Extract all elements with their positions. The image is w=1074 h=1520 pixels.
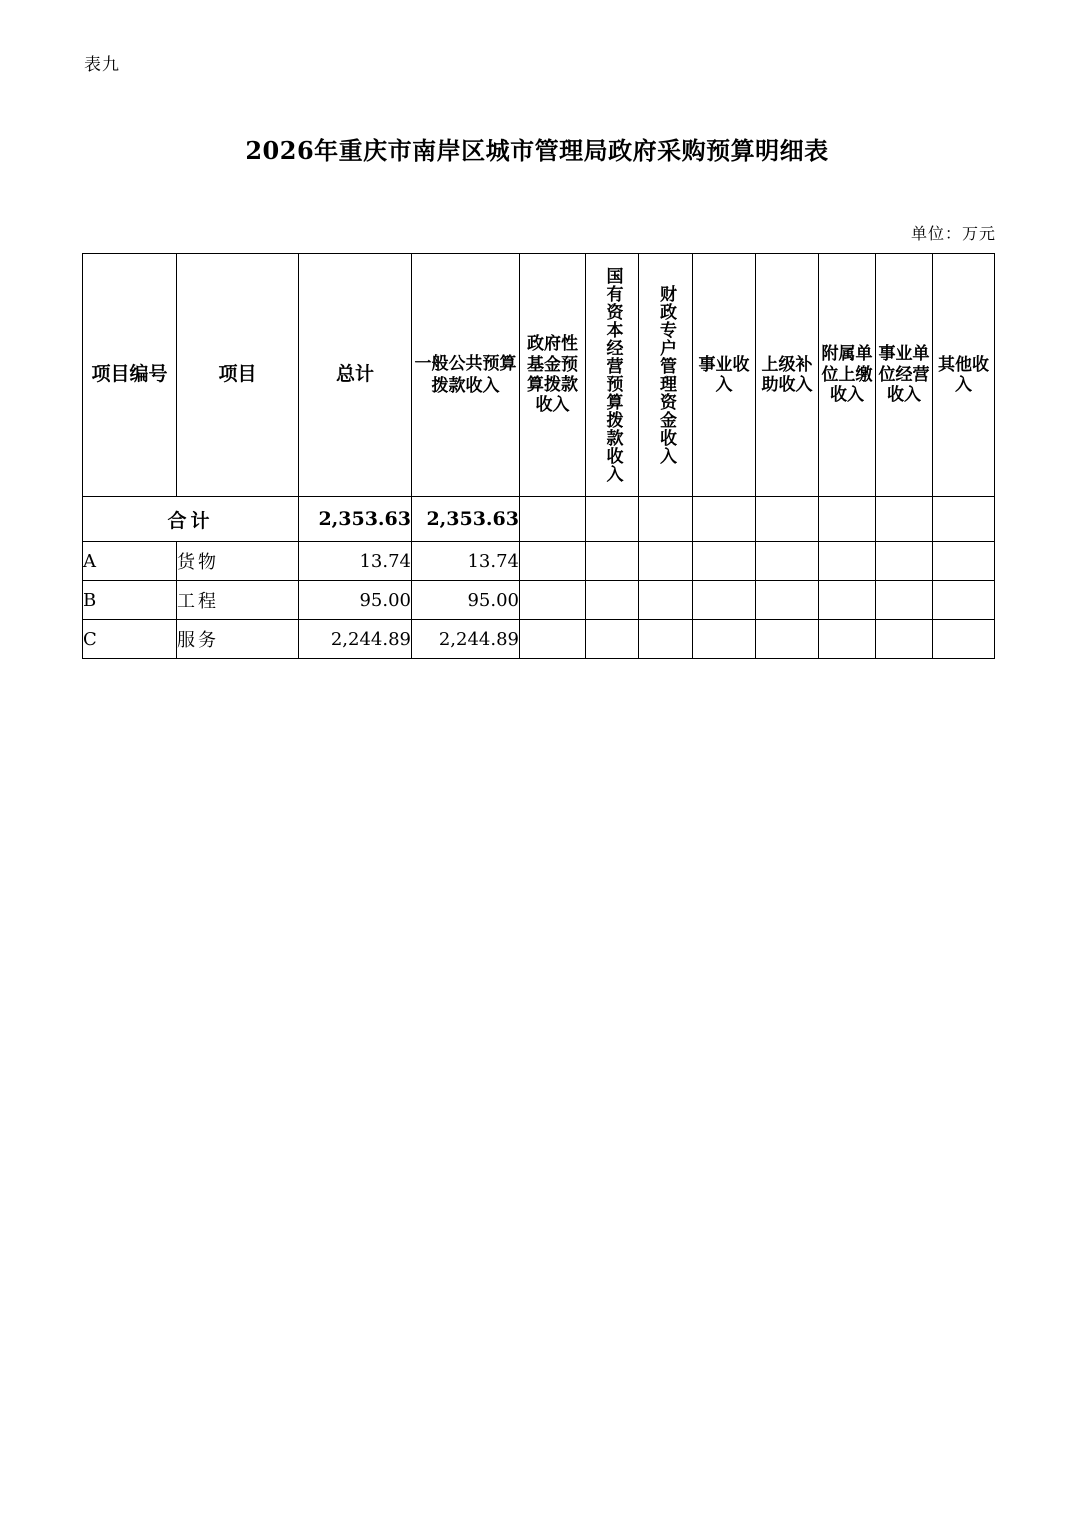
header-general-public-budget: 一般公共预算拨款收入 (412, 254, 520, 497)
row-superior-subsidy (756, 542, 819, 581)
header-gov-fund-budget: 政府性基金预算拨款收入 (520, 254, 586, 497)
total-undertaking-operating (876, 497, 933, 542)
total-total: 2,353.63 (299, 497, 412, 542)
row-fiscal-special-account (639, 620, 693, 659)
row-affiliated-unit-remit (819, 542, 876, 581)
table-header-row (83, 254, 995, 497)
total-affiliated-unit-remit (819, 497, 876, 542)
row-total: 13.74 (299, 542, 412, 581)
total-state-capital-operating (586, 497, 639, 542)
total-gov-fund-budget (520, 497, 586, 542)
table-row-total (83, 497, 995, 542)
page-title: 2026年重庆市南岸区城市管理局政府采购预算明细表 (245, 136, 829, 165)
table-row (83, 542, 995, 581)
header-project-code: 项目编号 (83, 254, 177, 497)
row-general-public-budget: 95.00 (412, 581, 520, 620)
row-total: 2,244.89 (299, 620, 412, 659)
row-code: A (83, 542, 177, 581)
row-code: C (83, 620, 177, 659)
header-total: 总计 (299, 254, 412, 497)
total-fiscal-special-account (639, 497, 693, 542)
row-gov-fund-budget (520, 620, 586, 659)
table-row (83, 620, 995, 659)
row-code: B (83, 581, 177, 620)
row-name: 服务 (177, 620, 299, 659)
row-name: 工程 (177, 581, 299, 620)
row-other-income (933, 542, 995, 581)
header-affiliated-unit-remit: 附属单位上缴收入 (819, 254, 876, 497)
row-gov-fund-budget (520, 581, 586, 620)
table-row (83, 581, 995, 620)
total-other-income (933, 497, 995, 542)
row-other-income (933, 620, 995, 659)
row-name: 货物 (177, 542, 299, 581)
row-affiliated-unit-remit (819, 620, 876, 659)
row-affiliated-unit-remit (819, 581, 876, 620)
total-undertaking-income (693, 497, 756, 542)
row-undertaking-income (693, 542, 756, 581)
row-state-capital-operating (586, 542, 639, 581)
total-superior-subsidy (756, 497, 819, 542)
header-superior-subsidy: 上级补助收入 (756, 254, 819, 497)
row-undertaking-operating (876, 620, 933, 659)
row-gov-fund-budget (520, 542, 586, 581)
procurement-budget-table (82, 253, 995, 659)
header-other-income: 其他收入 (933, 254, 995, 497)
row-superior-subsidy (756, 581, 819, 620)
row-fiscal-special-account (639, 542, 693, 581)
header-state-capital-operating: 国有资本经营预算拨款收入 (586, 254, 639, 497)
unit-note: 单位：万元 (910, 224, 996, 243)
row-state-capital-operating (586, 620, 639, 659)
row-total: 95.00 (299, 581, 412, 620)
row-undertaking-operating (876, 542, 933, 581)
row-superior-subsidy (756, 620, 819, 659)
total-general-public-budget: 2,353.63 (412, 497, 520, 542)
row-general-public-budget: 13.74 (412, 542, 520, 581)
row-other-income (933, 581, 995, 620)
header-project: 项目 (177, 254, 299, 497)
row-undertaking-operating (876, 581, 933, 620)
sheet-number-label: 表九 (84, 55, 120, 75)
row-general-public-budget: 2,244.89 (412, 620, 520, 659)
budget-table-container (82, 253, 994, 659)
row-state-capital-operating (586, 581, 639, 620)
row-undertaking-income (693, 620, 756, 659)
row-undertaking-income (693, 581, 756, 620)
header-undertaking-income: 事业收入 (693, 254, 756, 497)
header-undertaking-operating: 事业单位经营收入 (876, 254, 933, 497)
header-fiscal-special-account: 财政专户管理资金收入 (639, 254, 693, 497)
row-fiscal-special-account (639, 581, 693, 620)
total-label: 合计 (83, 497, 299, 542)
